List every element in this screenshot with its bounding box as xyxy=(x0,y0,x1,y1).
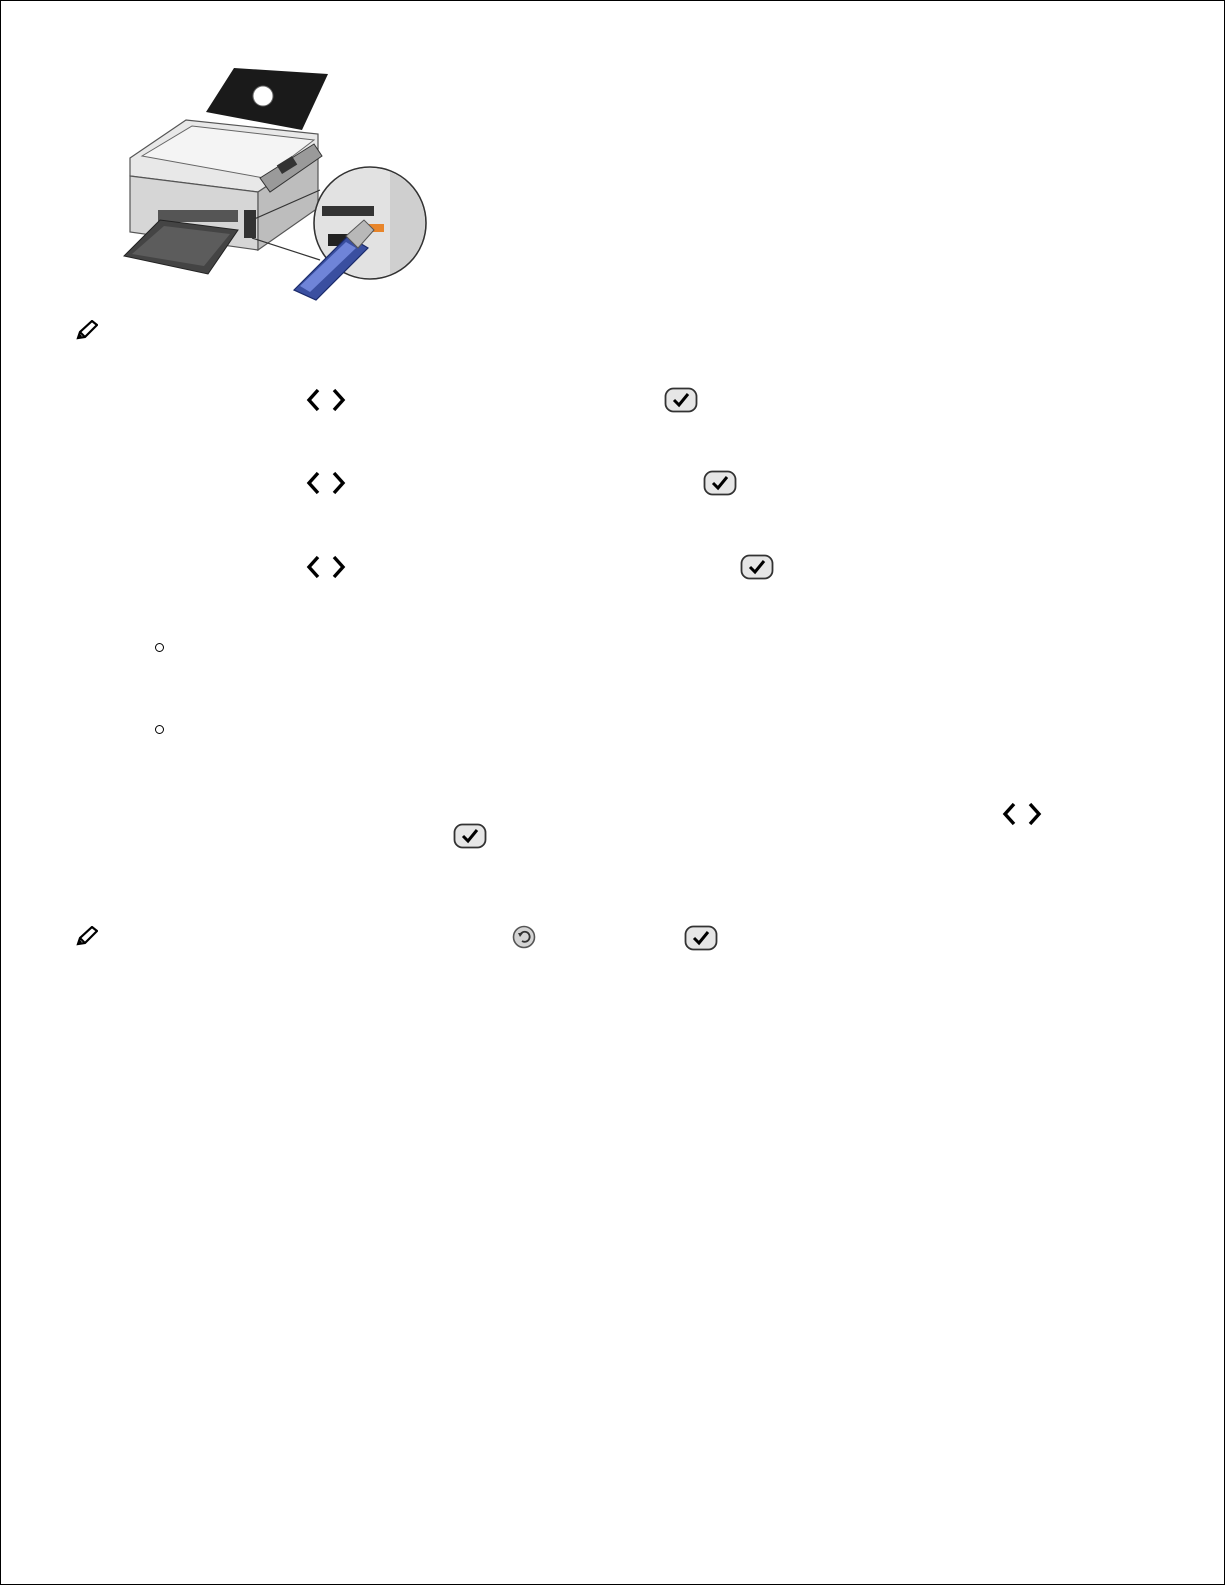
back-button-icon xyxy=(512,924,536,950)
select-checkmark-button-icon xyxy=(664,387,698,413)
note-pencil-icon xyxy=(76,320,98,340)
select-checkmark-button-icon xyxy=(703,470,737,496)
select-checkmark-button-icon xyxy=(740,554,774,580)
printer-usb-figure xyxy=(118,60,433,305)
left-right-arrow-buttons-icon xyxy=(302,385,350,415)
select-checkmark-button-icon xyxy=(684,925,718,951)
note-pencil-icon xyxy=(76,926,98,946)
sub-bullet xyxy=(155,725,164,734)
left-right-arrow-buttons-icon xyxy=(998,799,1046,829)
left-right-arrow-buttons-icon xyxy=(302,552,350,582)
sub-bullet xyxy=(155,643,164,652)
left-right-arrow-buttons-icon xyxy=(302,468,350,498)
select-checkmark-button-icon xyxy=(453,823,487,849)
